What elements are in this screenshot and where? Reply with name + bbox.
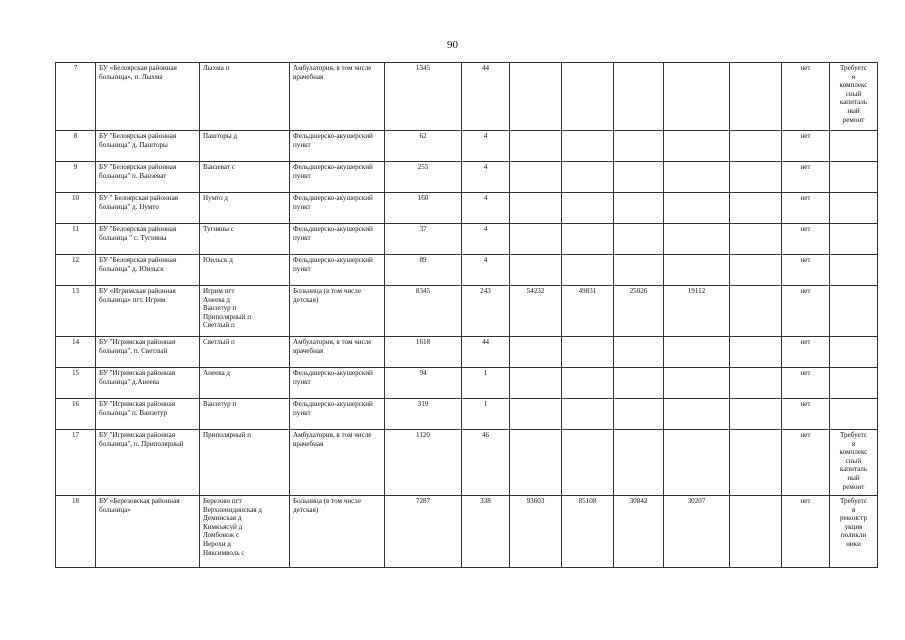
note-cell (830, 399, 878, 430)
facility-type-cell: Амбулатория, в том числе врачебная (290, 63, 385, 131)
value-cell-7 (730, 131, 782, 162)
locality-cell (200, 496, 290, 568)
value-cell-2: 4 (462, 255, 510, 286)
value-cell-1: 8345 (385, 286, 462, 337)
table-row (56, 63, 878, 131)
cell-line: Деминская д (203, 514, 242, 523)
cell-line: ремонт (842, 115, 865, 124)
organization-cell: БУ "Белоярская районная больница" д. Юильск (96, 255, 200, 286)
table-row (56, 368, 878, 399)
note-cell (830, 63, 878, 131)
value-cell-5 (614, 131, 664, 162)
cell-line: Березово пгт (203, 497, 242, 505)
cell-line: Нерохи д (203, 539, 231, 548)
cell-line: Требуетс (839, 497, 868, 505)
value-cell-3 (510, 337, 562, 368)
facility-type-cell: Фельдшерско-акушерский пункт (290, 255, 385, 286)
value-cell-1: 255 (385, 162, 462, 193)
value-cell-3 (510, 131, 562, 162)
table-row (56, 224, 878, 255)
organization-cell: БУ "Игримская районная больница", п. Приполярный (96, 430, 200, 496)
cell-line: Ломбовож с (203, 531, 240, 540)
table-row (56, 255, 878, 286)
facility-type-cell: Фельдшерско-акушерский пункт (290, 193, 385, 224)
locality-cell: Приполярный п (200, 430, 290, 496)
organization-cell: БУ "Белоярская районная больница " с. Тугияны (96, 224, 200, 255)
cell-line: капиталь (839, 465, 868, 474)
value-cell-4 (562, 63, 614, 131)
cell-line: Анеева д (203, 295, 231, 304)
status-cell: нет (782, 430, 830, 496)
value-cell-4 (562, 430, 614, 496)
value-cell-6 (664, 224, 730, 255)
row-number: 15 (56, 368, 96, 399)
note-cell (830, 337, 878, 368)
value-cell-7 (730, 496, 782, 568)
status-cell: нет (782, 162, 830, 193)
value-cell-3 (510, 255, 562, 286)
facility-type-cell: Амбулатория, в том числе врачебная (290, 337, 385, 368)
value-cell-7 (730, 286, 782, 337)
value-cell-5 (614, 63, 664, 131)
row-number: 16 (56, 399, 96, 430)
value-cell-4: 49831 (562, 286, 614, 337)
status-cell: нет (782, 63, 830, 131)
value-cell-6 (664, 430, 730, 496)
status-cell: нет (782, 368, 830, 399)
value-cell-1: 319 (385, 399, 462, 430)
organization-cell: БУ " Белоярская районная больница" д. Нумто (96, 193, 200, 224)
locality-cell: Юильск д (200, 255, 290, 286)
table-row (56, 131, 878, 162)
value-cell-3 (510, 224, 562, 255)
value-cell-5 (614, 399, 664, 430)
value-cell-5 (614, 368, 664, 399)
value-cell-6: 30207 (664, 496, 730, 568)
value-cell-3: 54232 (510, 286, 562, 337)
value-cell-3 (510, 368, 562, 399)
status-cell: нет (782, 337, 830, 368)
row-number: 10 (56, 193, 96, 224)
value-cell-3 (510, 430, 562, 496)
row-number: 17 (56, 430, 96, 496)
cell-line: Ванзетур п (203, 304, 237, 313)
cell-line: поликли (840, 531, 867, 540)
value-cell-4 (562, 255, 614, 286)
table-row (56, 430, 878, 496)
value-cell-7 (730, 162, 782, 193)
value-cell-4 (562, 224, 614, 255)
value-cell-5 (614, 224, 664, 255)
cell-line: Игрим пгт (203, 287, 235, 295)
facility-type-cell: Амбулатория, в том числе врачебная (290, 430, 385, 496)
note-cell (830, 131, 878, 162)
row-number: 13 (56, 286, 96, 337)
cell-line: комплекс (839, 448, 868, 457)
page-number: 90 (447, 39, 458, 51)
row-number: 11 (56, 224, 96, 255)
value-cell-1: 94 (385, 368, 462, 399)
row-number: 12 (56, 255, 96, 286)
value-cell-1: 1120 (385, 430, 462, 496)
cell-line: сный (845, 456, 862, 465)
facility-type-cell: Больница (в том числе детская) (290, 496, 385, 568)
value-cell-5 (614, 337, 664, 368)
note-cell (830, 193, 878, 224)
value-cell-4: 85108 (562, 496, 614, 568)
value-cell-4 (562, 368, 614, 399)
value-cell-2: 1 (462, 399, 510, 430)
cell-line: капиталь (839, 98, 868, 107)
value-cell-4 (562, 131, 614, 162)
value-cell-3 (510, 63, 562, 131)
row-number: 7 (56, 63, 96, 131)
table-row (56, 286, 878, 337)
cell-line: я (851, 505, 856, 514)
row-number: 8 (56, 131, 96, 162)
value-cell-7 (730, 337, 782, 368)
cell-line: Приполярный п (203, 312, 251, 321)
value-cell-3 (510, 193, 562, 224)
facility-type-cell: Фельдшерско-акушерский пункт (290, 162, 385, 193)
facility-type-cell: Больница (в том числе детская) (290, 286, 385, 337)
locality-cell: Анеева д (200, 368, 290, 399)
locality-cell: Светлый п (200, 337, 290, 368)
value-cell-4 (562, 193, 614, 224)
locality-cell: Пашторы д (200, 131, 290, 162)
value-cell-2: 243 (462, 286, 510, 337)
value-cell-7 (730, 224, 782, 255)
value-cell-7 (730, 63, 782, 131)
cell-line: укция (844, 522, 863, 531)
value-cell-4 (562, 162, 614, 193)
cell-line: реконстр (839, 514, 867, 523)
facility-type-cell: Фельдшерско-акушерский пункт (290, 399, 385, 430)
cell-line: я (851, 439, 856, 448)
status-cell: нет (782, 255, 830, 286)
value-cell-6 (664, 193, 730, 224)
value-cell-2: 4 (462, 131, 510, 162)
note-cell (830, 286, 878, 337)
status-cell: нет (782, 399, 830, 430)
organization-cell: БУ "Белоярская районная больница" д. Пашторы (96, 131, 200, 162)
cell-line: ники (846, 539, 861, 548)
row-number: 14 (56, 337, 96, 368)
value-cell-5 (614, 162, 664, 193)
value-cell-1: 7287 (385, 496, 462, 568)
value-cell-5 (614, 255, 664, 286)
status-cell: нет (782, 131, 830, 162)
value-cell-1: 160 (385, 193, 462, 224)
locality-cell: Нумто д (200, 193, 290, 224)
value-cell-6 (664, 131, 730, 162)
value-cell-7 (730, 193, 782, 224)
cell-line: комплекс (839, 81, 868, 90)
note-cell (830, 224, 878, 255)
status-cell: нет (782, 286, 830, 337)
cell-line: сный (845, 89, 862, 98)
value-cell-3 (510, 399, 562, 430)
locality-cell: Лыхма п (200, 63, 290, 131)
value-cell-7 (730, 255, 782, 286)
organization-cell: БУ "Белоярская районная больница" п. Ванзеват (96, 162, 200, 193)
value-cell-4 (562, 337, 614, 368)
value-cell-5: 25026 (614, 286, 664, 337)
value-cell-7 (730, 399, 782, 430)
cell-line: Требуетс (839, 64, 868, 72)
value-cell-3: 93603 (510, 496, 562, 568)
value-cell-2: 4 (462, 224, 510, 255)
cell-line: Светлый п (203, 321, 235, 330)
cell-line: Кимкъясуй д (203, 522, 243, 531)
table-row (56, 162, 878, 193)
cell-line: Требуетс (839, 431, 868, 439)
value-cell-1: 1618 (385, 337, 462, 368)
organization-cell: БУ «Березовская районная больница» (96, 496, 200, 568)
value-cell-2: 4 (462, 162, 510, 193)
cell-line: ный (847, 473, 860, 482)
row-number: 9 (56, 162, 96, 193)
cell-line: я (851, 72, 856, 81)
value-cell-2: 1 (462, 368, 510, 399)
value-cell-3 (510, 162, 562, 193)
value-cell-1: 62 (385, 131, 462, 162)
facility-type-cell: Фельдшерско-акушерский пункт (290, 368, 385, 399)
locality-cell: Ванзетур п (200, 399, 290, 430)
note-cell (830, 255, 878, 286)
value-cell-6 (664, 368, 730, 399)
value-cell-5 (614, 193, 664, 224)
facility-type-cell: Фельдшерско-акушерский пункт (290, 224, 385, 255)
value-cell-7 (730, 430, 782, 496)
value-cell-1: 37 (385, 224, 462, 255)
value-cell-6 (664, 162, 730, 193)
value-cell-6 (664, 255, 730, 286)
status-cell: нет (782, 193, 830, 224)
value-cell-5: 30842 (614, 496, 664, 568)
value-cell-4 (562, 399, 614, 430)
note-cell (830, 430, 878, 496)
locality-cell (200, 286, 290, 337)
note-cell (830, 496, 878, 568)
value-cell-6 (664, 337, 730, 368)
note-cell (830, 162, 878, 193)
locality-cell: Тугияны с (200, 224, 290, 255)
value-cell-6 (664, 399, 730, 430)
facilities-table (55, 62, 878, 568)
cell-line: ный (847, 106, 860, 115)
value-cell-2: 4 (462, 193, 510, 224)
organization-cell: БУ "Игримская районная больница" д.Анеева (96, 368, 200, 399)
table-row (56, 193, 878, 224)
cell-line: ремонт (842, 482, 865, 491)
organization-cell: БУ "Игримская районная больница" п. Ванзетур (96, 399, 200, 430)
value-cell-2: 338 (462, 496, 510, 568)
value-cell-6: 19112 (664, 286, 730, 337)
table-row (56, 337, 878, 368)
value-cell-2: 44 (462, 63, 510, 131)
table-row (56, 496, 878, 568)
locality-cell: Ванзеват с (200, 162, 290, 193)
status-cell: нет (782, 496, 830, 568)
cell-line: Няксимволь с (203, 548, 245, 557)
organization-cell: БУ «Белоярская районная больница», п. Лыхма (96, 63, 200, 131)
organization-cell: БУ «Игримская районная больница» пгт. Игрим (96, 286, 200, 337)
status-cell: нет (782, 224, 830, 255)
value-cell-5 (614, 430, 664, 496)
organization-cell: БУ "Игримская районная больница", п. Светлый (96, 337, 200, 368)
value-cell-7 (730, 368, 782, 399)
value-cell-2: 46 (462, 430, 510, 496)
row-number: 18 (56, 496, 96, 568)
table-row (56, 399, 878, 430)
cell-line: Верхнеиндинская д (203, 505, 262, 514)
value-cell-1: 1345 (385, 63, 462, 131)
value-cell-2: 44 (462, 337, 510, 368)
note-cell (830, 368, 878, 399)
value-cell-6 (664, 63, 730, 131)
facility-type-cell: Фельдшерско-акушерский пункт (290, 131, 385, 162)
value-cell-1: 89 (385, 255, 462, 286)
